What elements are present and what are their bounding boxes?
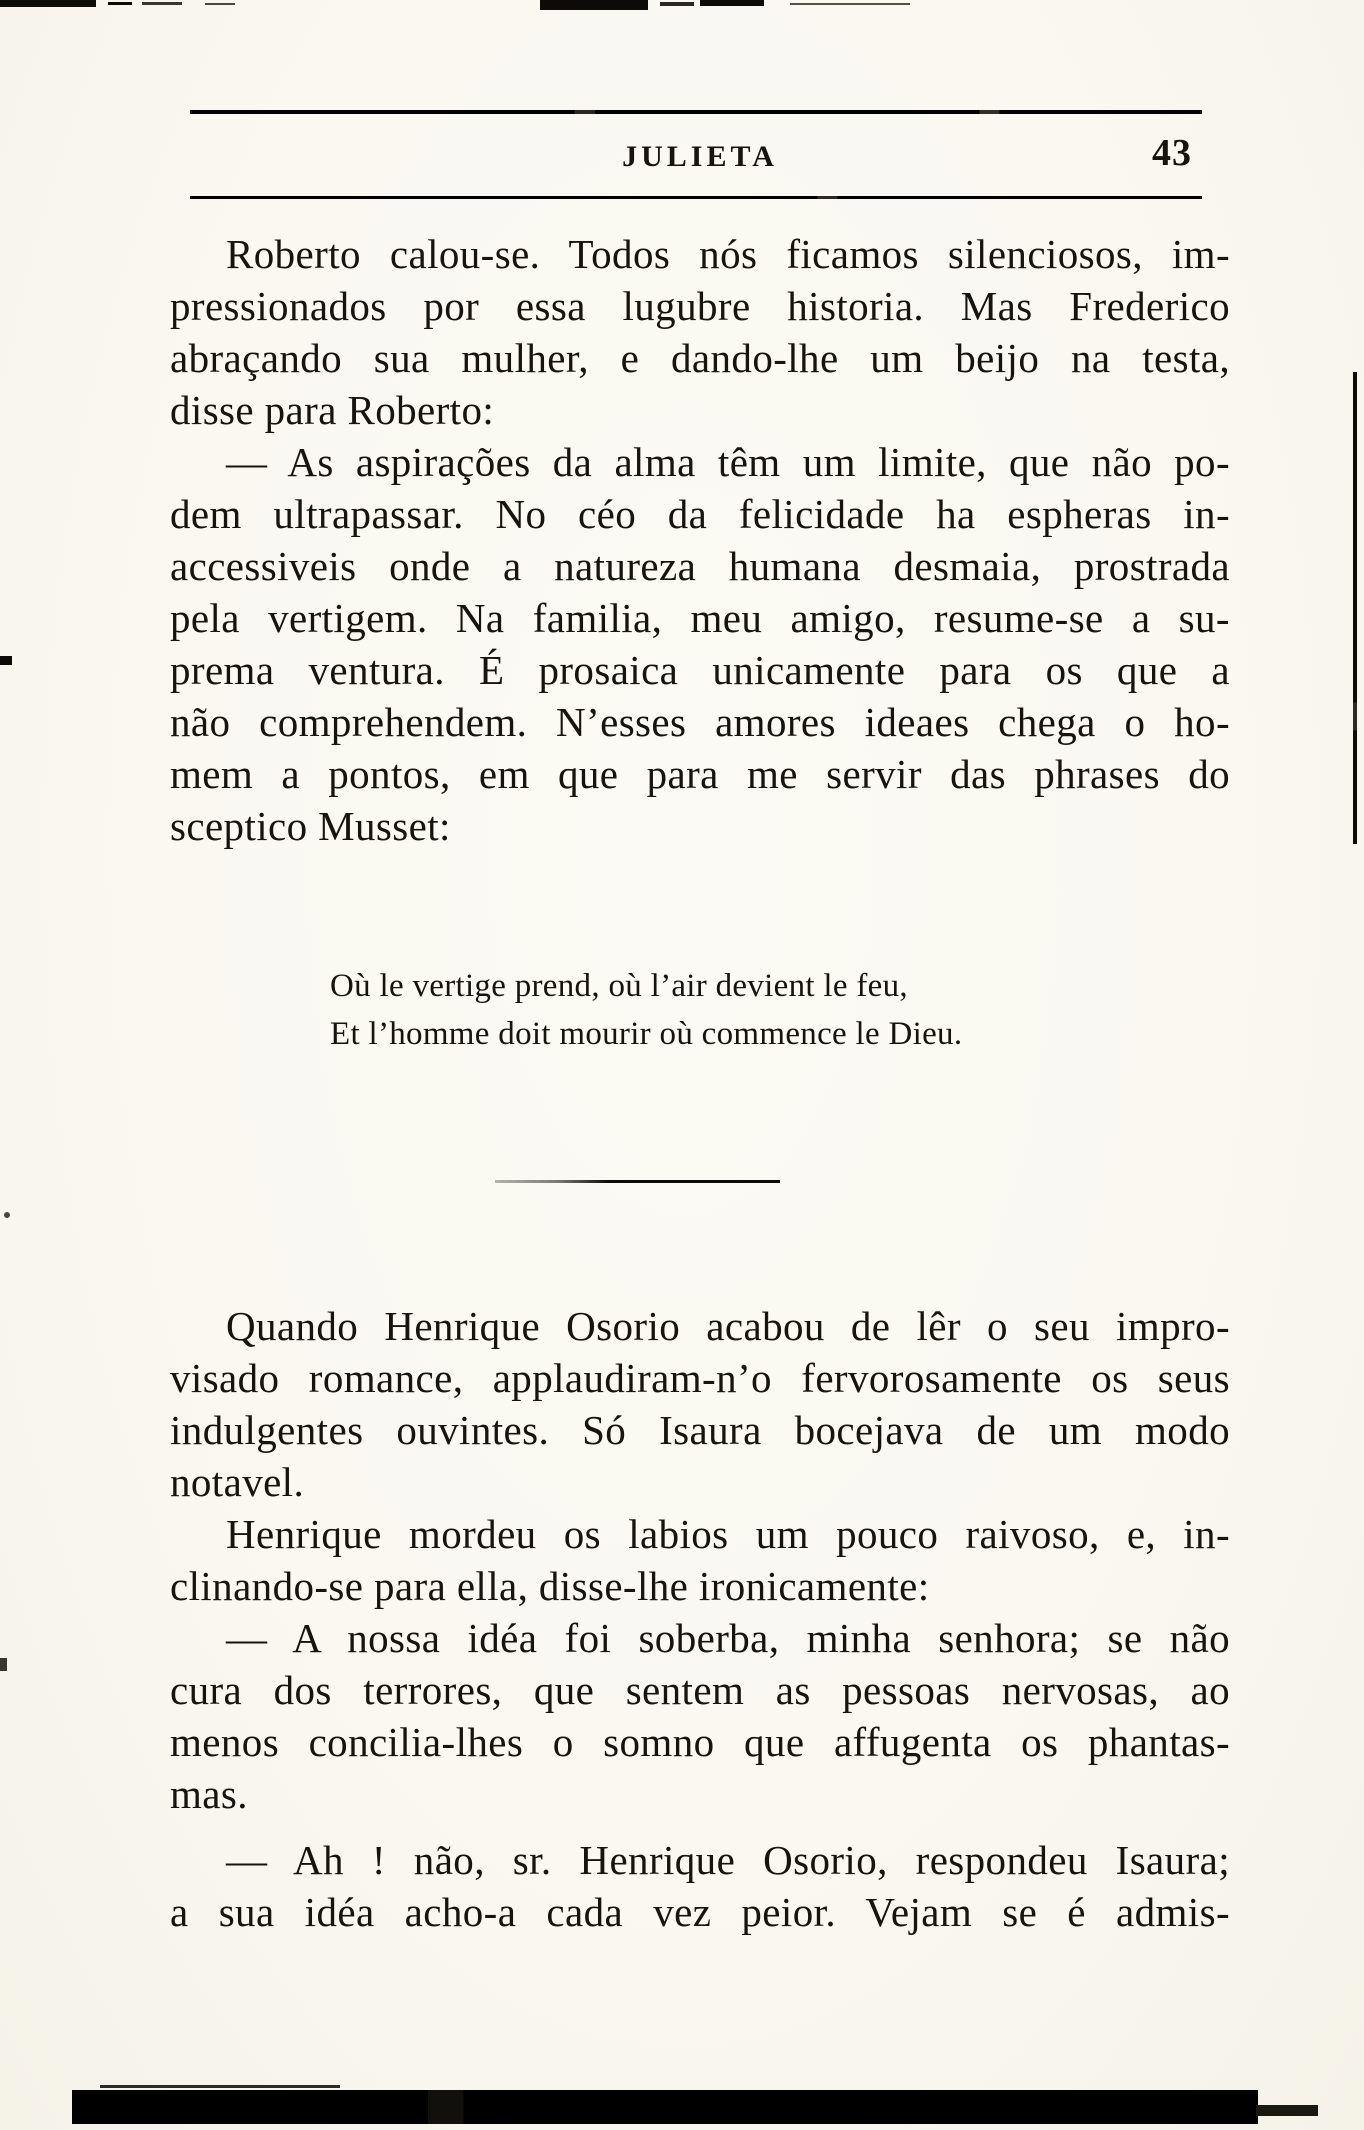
scan-artifact-bottom-bar [72,2090,1258,2124]
text-line: abraçando sua mulher, e dando-lhe um beijo na testa, [170,335,1230,381]
text-line: Roberto calou-se. Todos nós ficamos silenciosos, im- [226,231,1230,277]
paragraph [170,228,1230,436]
page-number: 43 [1152,132,1192,174]
text-line: Où le vertige prend, où l’air devient le feu, [330,968,908,1004]
text-line: Henrique mordeu os labios um pouco raivoso, e, in- [226,1511,1230,1557]
text-line: mem a pontos, em que para me servir das phrases do [170,751,1230,797]
text-line: dem ultrapassar. No céo da felicidade ha espheras in- [170,491,1230,537]
text-line: sceptico Musset: [170,803,451,849]
text-line: mas. [170,1771,248,1817]
text-line: Et l’homme doit mourir où commence le Dieu. [330,1016,963,1052]
paragraph [170,1612,1230,1820]
running-head [170,134,1230,180]
paragraph [170,1300,1230,1508]
scan-artifact-right-edge [1353,372,1357,844]
scan-artifact-top [540,0,648,10]
text-section-2 [170,1300,1230,1938]
text-line: menos concilia-lhes o somno que affugenta os phantas- [170,1719,1230,1765]
scan-artifact-top [790,3,910,5]
text-line: — As aspirações da alma têm um limite, que não po- [226,439,1230,485]
verse-quote [330,962,1230,1058]
text-line: pressionados por essa lugubre historia. Mas Frederico [170,283,1230,329]
scan-artifact-top [108,2,132,5]
paragraph [170,436,1230,852]
text-line: notavel. [170,1459,305,1505]
scan-artifact-top [0,0,96,7]
page-title: JULIETA [622,140,778,173]
header-rule-bottom [190,196,1202,199]
scan-artifact-speck [0,656,12,665]
text-line: visado romance, applaudiram-n’o fervorosamente os seus [170,1355,1230,1401]
scan-artifact-top [660,2,694,6]
scan-artifact-top [142,2,182,5]
scan-artifact-bottom [1256,2105,1318,2116]
text-line: não comprehendem. N’esses amores ideaes chega o ho- [170,699,1230,745]
text-line: cura dos terrores, que sentem as pessoas nervosas, ao [170,1667,1230,1713]
text-line: clinando-se para ella, disse-lhe ironicamente: [170,1563,930,1609]
text-line: — Ah ! não, sr. Henrique Osorio, respondeu Isaura; [226,1837,1230,1883]
section-divider-rule [495,1180,780,1183]
text-line: disse para Roberto: [170,387,495,433]
text-line: accessiveis onde a natureza humana desmaia, prostrada [170,543,1230,589]
text-line: Quando Henrique Osorio acabou de lêr o seu impro- [226,1303,1230,1349]
text-line: prema ventura. É prosaica unicamente para os que a [170,647,1230,693]
text-line: pela vertigem. Na familia, meu amigo, resume-se a su- [170,595,1230,641]
paragraph [170,1834,1230,1938]
scan-artifact-bottom [100,2085,340,2088]
text-line: a sua idéa acho-a cada vez peior. Vejam se é admis- [170,1889,1230,1935]
scan-artifact-top [205,3,235,5]
scan-artifact-speck [0,1658,7,1671]
text-section-1 [170,228,1230,1058]
text-line: — A nossa idéa foi soberba, minha senhora; se não [226,1615,1230,1661]
header-rule-top [190,110,1202,114]
text-line: indulgentes ouvintes. Só Isaura bocejava de um modo [170,1407,1230,1453]
scan-artifact-top [700,0,764,6]
paragraph [170,1508,1230,1612]
scan-artifact-speck [4,1212,10,1218]
